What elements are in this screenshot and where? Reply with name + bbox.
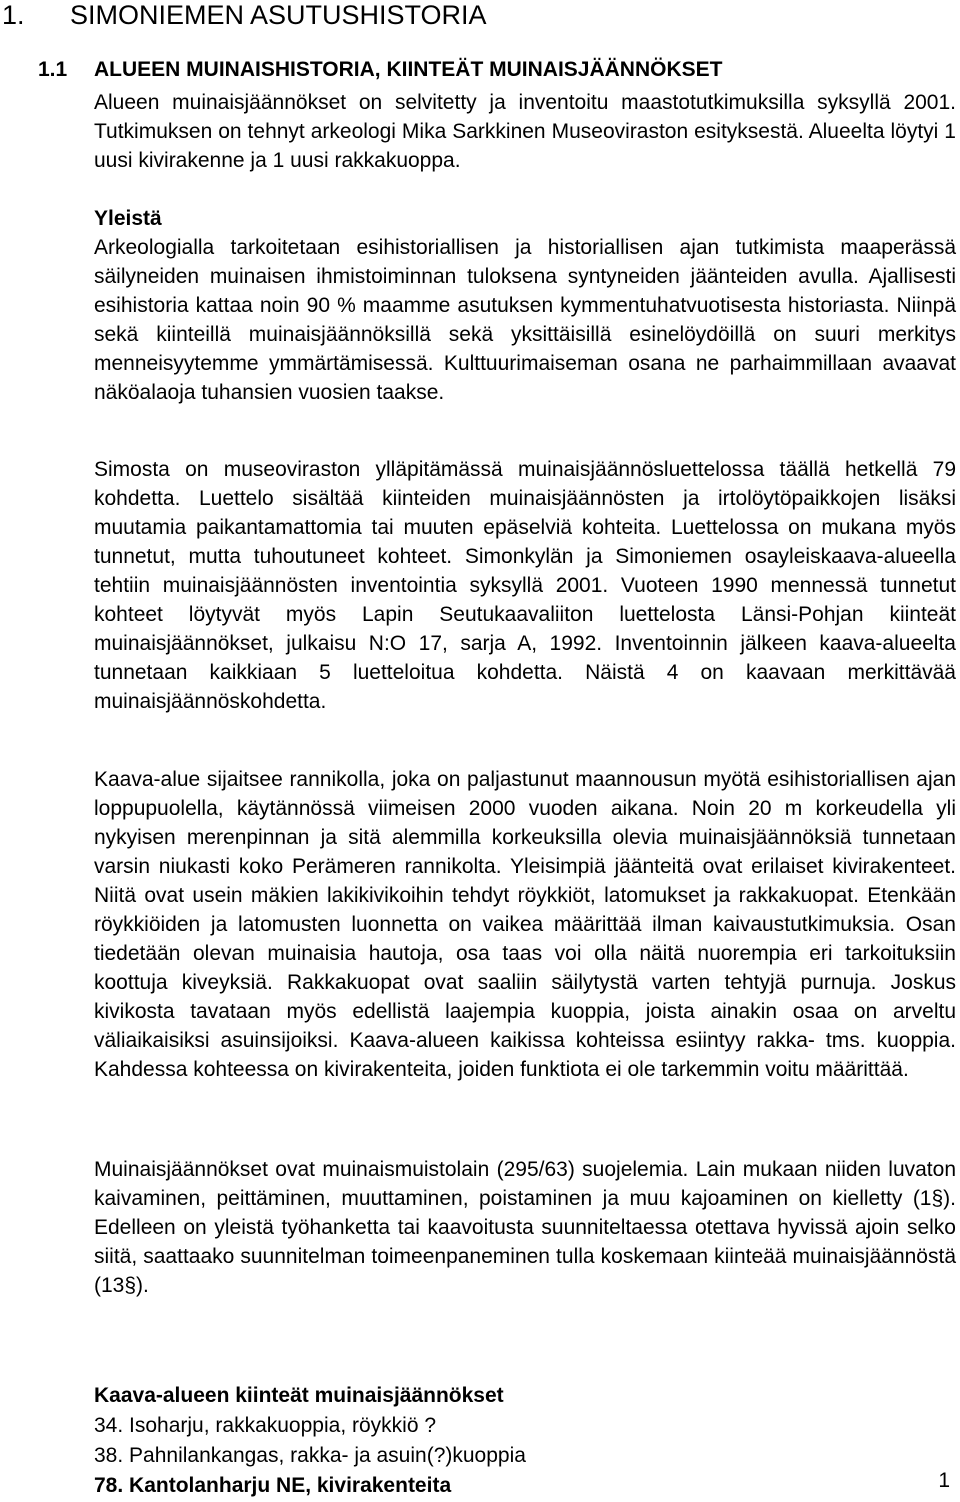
intro-block	[94, 88, 956, 175]
coast-paragraph: Kaava-alue sijaitsee rannikolla, joka on paljastunut maannousun myötä esihistoriallisen ajan loppupuolella, käytännössä viimeisen 2000 vuoden aikana. Noin 20 m korkeudella yli nykyisen merenpinnan ja sitä alemmilla korkeuksilla olevia muinaisjäännöksiä tunnetaan varsin niukasti koko Perämeren rannikolta. Yleisimpiä jäänteitä ovat erilaiset kivirakenteet. Niitä ovat usein mäkien lakikivikoihin tehdyt röykkiöt, latomukset ja rakkakuopat. Etenkään röykkiöiden ja latomusten luonnetta on vaikea määrittää ilman kaivaustutkimuksia. Osan tiedetään olevan muinaisia hautoja, osa taas voi olla näitä nuorempia eri tarkoituksiin koottuja kiveyksiä. Rakkakuopat ovat saaliin säilytystä varten tehtyjä purnuja. Joskus kivikosta tavataan myös edellistä laajempia kuoppia, joista ainakin osaa on arveltu väliaikaisiksi asuinsijoiksi. Kaava-alueen kaikissa kohteissa esiintyy rakka- tms. kuoppia. Kahdessa kohteessa on kivirakenteita, joiden funktiota ei ole tarkemmin voitu määrittää.	[94, 768, 956, 1081]
general-block	[94, 204, 956, 407]
list-item: 78. Kantolanharju NE, kivirakenteita	[94, 1474, 452, 1497]
general-paragraph: Arkeologialla tarkoitetaan esihistoriallisen ja historiallisen ajan tutkimista maaperässä säilyneiden muinaisen ihmistoiminnan tuloksena syntyneiden jäänteiden avulla. Ajallisesti esihistoria kattaa noin 90 % maamme asutuksen kymmentuhatvuotisesta historiasta. Niinpä sekä kiinteillä muinaisjäännöksillä sekä yksittäisillä esinelöydöillä on suuri merkitys menneisyytemme ymmärtämisessä. Kulttuurimaiseman osana ne parhaimmillaan avaavat näköalaoja tuhansien vuosien taakse.	[94, 236, 956, 404]
registry-paragraph: Simosta on museoviraston ylläpitämässä muinaisjäännösluettelossa täällä hetkellä 79 kohdetta. Luettelo sisältää kiinteiden muinaisjäännösten ja irtolöytöpaikkojen lisäksi muutamia paikantamattomia tai muuten epäselviä kohteita. Luettelossa on mukana myös tunnetut, mutta tuhoutuneet kohteet. Simonkylän ja Simoniemen osayleiskaava-alueella tehtiin muinaisjäännösten inventointia syksyllä 2001. Vuoteen 1990 mennessä tunnetut kohteet löytyvät myös Lapin Seutukaavaliiton luettelosta Länsi-Pohjan kiinteät muinaisjäännökset, julkaisu N:O 17, sarja A, 1992. Inventoinnin jälkeen kaava-alueelta tunnetaan kaikkiaan 5 luetteloitua kohdetta. Näistä 4 on kaavaan merkittävää muinaisjäännöskohdetta.	[94, 458, 956, 713]
remains-list	[94, 1381, 956, 1501]
general-heading: Yleistä	[94, 207, 162, 230]
chapter-number: 1.	[2, 0, 25, 30]
page-number: 1	[938, 1469, 950, 1492]
chapter-title: SIMONIEMEN ASUTUSHISTORIA	[70, 0, 487, 30]
law-block	[94, 1155, 956, 1300]
section-heading	[38, 56, 722, 84]
section-number: 1.1	[38, 58, 68, 81]
coast-block	[94, 765, 956, 1084]
chapter-heading	[2, 0, 487, 32]
list-item: 38. Pahnilankangas, rakka- ja asuin(?)kuoppia	[94, 1444, 526, 1467]
list-item: 34. Isoharju, rakkakuoppia, röykkiö ?	[94, 1414, 437, 1437]
section-title: ALUEEN MUINAISHISTORIA, KIINTEÄT MUINAISJÄÄNNÖKSET	[94, 58, 723, 81]
remains-list-heading: Kaava-alueen kiinteät muinaisjäännökset	[94, 1384, 504, 1407]
intro-paragraph: Alueen muinaisjäännökset on selvitetty ja inventoitu maastotutkimuksilla syksyllä 2001. Tutkimuksen on tehnyt arkeologi Mika Sarkkinen Museoviraston esityksestä. Alueelta löytyi 1 uusi kivirakenne ja 1 uusi rakkakuoppa.	[94, 91, 956, 172]
registry-block	[94, 455, 956, 716]
law-paragraph: Muinaisjäännökset ovat muinaismuistolain (295/63) suojelemia. Lain mukaan niiden luvaton kaivaminen, peittäminen, muuttaminen, poistaminen ja muu kajoaminen on kielletty (1§). Edelleen on yleistä työhanketta tai kaavoitusta suunniteltaessa otettava hyvissä ajoin selko siitä, saattaako suunnitelman toimeenpaneminen tulla koskemaan kiinteää muinaisjäännöstä (13§).	[94, 1158, 956, 1297]
